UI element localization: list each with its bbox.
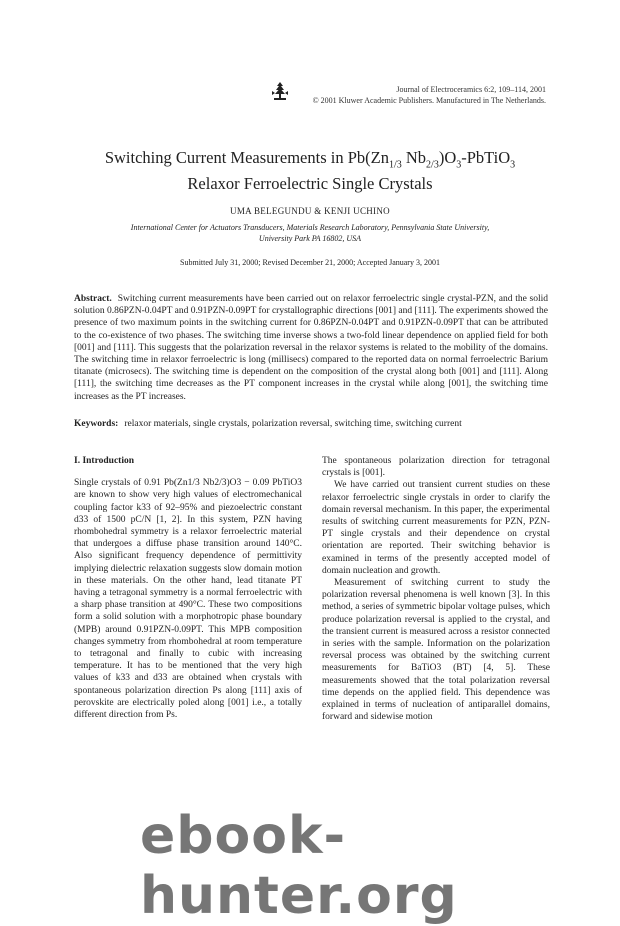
journal-line-2: © 2001 Kluwer Academic Publishers. Manufactured in The Netherlands. bbox=[312, 96, 546, 105]
keywords-label: Keywords: bbox=[74, 419, 119, 429]
abstract bbox=[74, 293, 548, 403]
left-column bbox=[74, 455, 302, 721]
journal-citation bbox=[313, 84, 546, 106]
section-heading: I. Introduction bbox=[74, 456, 135, 466]
title-line-2: Relaxor Ferroelectric Single Crystals bbox=[187, 174, 433, 194]
right-column bbox=[322, 455, 550, 723]
paper-title bbox=[40, 148, 580, 193]
intro-paragraph-3: We have carried out transient current studies on these relaxor ferroelectric single crystals in order to clarify the domain reversal mechanism. In this paper, the experimental results of switching current measurements for PZN, PZN-PT single crystals and their dependence on crystal orientation are reported. Their switching behavior is examined in terms of the presently accepted model of domain nucleation and growth. bbox=[322, 480, 550, 576]
intro-paragraph-1: Single crystals of 0.91 Pb(Zn1/3 Nb2/3)O3 − 0.09 PbTiO3 are known to show very high values of electromechanical coupling factor k33 of 92–95% and piezoelectric constant d33 of 1500 pC/N [1, 2]. In this system, PZN having rhombohedral symmetry is a relaxor ferroelectric material that undergoes a diffuse phase transition around 140°C. Also significant frequency dependence of permittivity implying dielectric relaxation suggests slow domain motion in these materials. On the other hand, lead titanate PT having a tetragonal symmetry is a normal ferroelectric with a sharp phase transition at 490°C. These two compositions form a solid solution with a morphotropic phase boundary (MPB) around 0.91PZN-0.09PT. This MPB composition changes symmetry from rhombohedral at room temperature to tetragonal and finally to cubic with increasing temperature. It has to be mentioned that the very high values of k33 and d33 are obtained when crystals with spontaneous polarization direction Ps along [111] axis of perovskite are electrically poled along [001] i.e., a totally different direction from Ps. bbox=[74, 478, 302, 721]
journal-line-1: Journal of Electroceramics 6:2, 109–114, 2001 bbox=[396, 85, 546, 94]
authors: UMA BELEGUNDU & KENJI UCHINO bbox=[230, 206, 390, 216]
kluwer-tree-icon bbox=[270, 81, 290, 103]
affiliation: International Center for Actuators Transducers, Materials Research Laboratory, Pennsylvania State University, University Park PA 16802, USA bbox=[130, 223, 490, 243]
title-line-1: Switching Current Measurements in $Pb(Zn_{1/3}$ $Nb_{2/3})O_3-PbTiO_3$ bbox=[104, 148, 516, 171]
intro-paragraph-4: Measurement of switching current to study the polarization reversal phenomena is well known [3]. In this method, a series of symmetric bipolar voltage pulses, which produce polarization reversal is applied to the crystal, and the transient current is measured across a resistor connected in series with the sample. Information on the polarization reversal process was obtained by the switching current measurements for BaTiO3 (BT) [4, 5]. These measurements showed that the total polarization reversal time depends on the applied field. This dependence was explained in terms of nucleation of antiparallel domains, forward and sidewise motion bbox=[322, 578, 550, 723]
abstract-text: Switching current measurements have been carried out on relaxor ferroelectric single crystal-PZN, and the solid solution 0.86PZN-0.04PT and 0.91PZN-0.09PT for crystallographic directions [001] and [111]. The experiments showed the presence of two maximum points in the switching current for 0.86PZN-0.04PT and 0.91PZN-0.09PT that can be attributed to the co-existence of two phases. The switching time inverse shows a two-fold linear dependence on applied field for both [001] and [111]. This suggests that the polarization reversal in the relaxor systems is related to the mobility of the domains. The switching time in relaxor ferroelectric is long (millisecs) compared to the reported data on normal ferroelectric Barium titanate (microsecs). The switching time is dependent on the composition of the crystal along both [001] and [111]. Along [111], the switching time decreases as the PT component increases in the crystal while along [001], the switching time increases as the PT increases. bbox=[74, 294, 548, 402]
watermark: ebook-hunter.org bbox=[140, 806, 458, 926]
keywords bbox=[74, 418, 548, 430]
submission-dates: Submitted July 31, 2000; Revised December 21, 2000; Accepted January 3, 2001 bbox=[180, 258, 440, 267]
abstract-label: Abstract. bbox=[74, 294, 112, 304]
intro-paragraph-2: The spontaneous polarization direction for tetragonal crystals is [001]. bbox=[322, 456, 550, 479]
keywords-text: relaxor materials, single crystals, polarization reversal, switching time, switching current bbox=[124, 419, 462, 429]
